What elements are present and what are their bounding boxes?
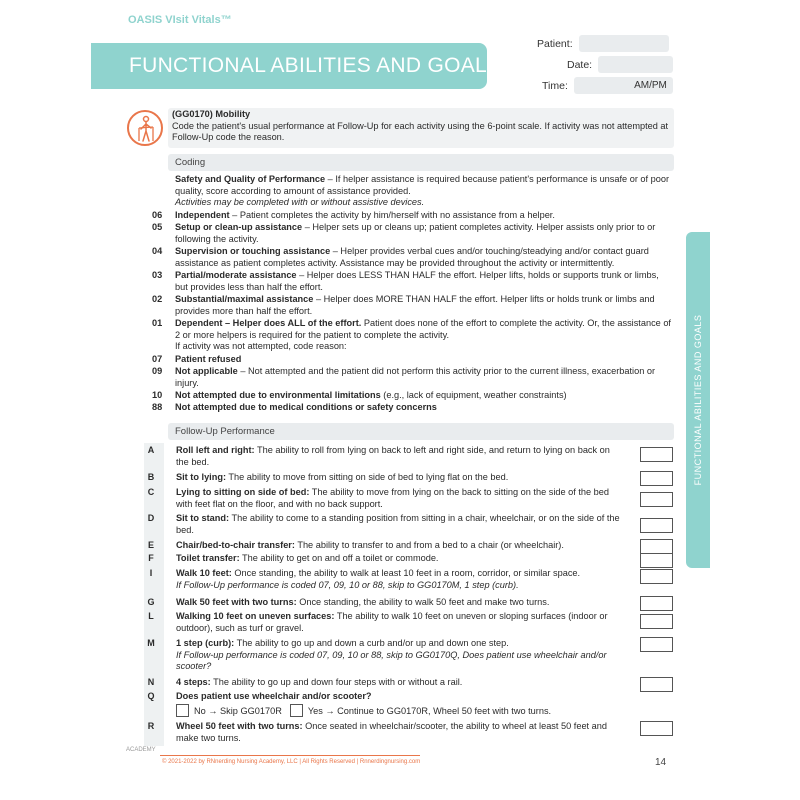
footer-logo: ACADEMY: [126, 747, 156, 753]
reason-row: [152, 390, 672, 402]
item-letter: A: [147, 445, 155, 455]
code-label: Not attempted due to medical conditions or safety concerns: [175, 402, 437, 412]
score-box[interactable]: [640, 518, 673, 533]
page-number: 14: [655, 757, 667, 768]
code-text: – Helper does MORE THAN HALF the effort. Helper lifts or holds trunk or limbs and provides more than half the effort.: [175, 294, 655, 316]
date-field[interactable]: [598, 56, 673, 73]
patient-row: [537, 35, 669, 52]
wheelchair-no-label: No → Skip GG0170R: [194, 705, 282, 716]
wheelchair-yes-label: Yes → Continue to GG0170R, Wheel 50 feet with two turns.: [307, 705, 552, 716]
footer-divider: [160, 755, 420, 756]
item-text: The ability to get on and off a toilet or commode.: [239, 553, 439, 563]
item-letter: B: [147, 472, 155, 482]
code-text: – Not attempted and the patient did not perform this activity prior to the current illness, exacerbation or injury.: [175, 366, 656, 388]
code-row: [152, 270, 672, 293]
code-row: [152, 246, 672, 269]
code-number: 09: [152, 366, 163, 376]
code-row: [152, 318, 672, 353]
code-text: Patient does none of the effort to complete the activity. Or, the assistance of 2 or more helpers is required for the patient to complete the activity.: [175, 318, 671, 340]
item-note: If Follow-up performance is coded 07, 09, 10 or 88, skip to GG0170Q, Does patient use wheelchair and/or scooter?: [176, 649, 607, 671]
score-box[interactable]: [640, 492, 673, 507]
code-number: 06: [152, 210, 163, 220]
item-letter: N: [147, 677, 155, 687]
item-text: Once standing, the ability to walk at least 10 feet in a room, corridor, or similar space.: [231, 568, 581, 578]
wheelchair-no-checkbox[interactable]: [176, 704, 189, 717]
item-label: Toilet transfer:: [176, 553, 240, 563]
item-letter: R: [147, 721, 155, 731]
footer-copyright: © 2021-2022 by RNnerding Nursing Academy, LLC | All Rights Reserved | Rnnerdingnursing.com: [162, 759, 421, 765]
item-text: The ability to go up and down four steps with or without a rail.: [210, 677, 463, 687]
item-label: Does patient use wheelchair and/or scooter?: [176, 691, 372, 701]
code-number: 07: [152, 354, 163, 364]
item-letter: L: [148, 611, 154, 621]
item-label: 4 steps:: [176, 677, 211, 687]
time-suffix: AM/PM: [634, 80, 667, 91]
code-text: – Patient completes the activity by him/herself with no assistance from a helper.: [229, 210, 555, 220]
code-label: Dependent – Helper does ALL of the effort.: [175, 318, 362, 328]
code-row: [152, 210, 672, 222]
code-number: 02: [152, 294, 163, 304]
code-text: – Helper provides verbal cues and/or touching/steadying and/or contact guard assistance as patient completes activity. Assistance may be provided throughout the activity or intermittently.: [175, 246, 649, 268]
item-text: The ability to come to a standing position from sitting in a chair, wheelchair, or on the side of the bed.: [176, 513, 620, 535]
code-text: (e.g., lack of equipment, weather constraints): [380, 390, 567, 400]
score-box[interactable]: [640, 637, 673, 652]
wheelchair-yes-checkbox[interactable]: [290, 704, 303, 717]
item-letter: D: [147, 513, 155, 523]
item-label: Chair/bed-to-chair transfer:: [176, 540, 295, 550]
code-text: – Helper does LESS THAN HALF the effort. Helper lifts, holds or supports trunk or limbs, but provides less than half the effort.: [175, 270, 659, 292]
patient-field[interactable]: [579, 35, 669, 52]
code-label: Not applicable: [175, 366, 238, 376]
item-letter: M: [147, 638, 155, 648]
item-text: The ability to move from lying on the back to sitting on the side of the bed with feet flat on the floor, and with no back support.: [176, 487, 610, 509]
brand-label: OASIS VIsit Vitals™: [128, 14, 232, 26]
code-number: 01: [152, 318, 163, 328]
item-text: The ability to go up and down a curb and/or up and down one step.: [234, 638, 509, 648]
wheelchair-options: [176, 704, 551, 717]
coding-header: Coding: [168, 154, 674, 171]
patient-label: Patient:: [537, 37, 573, 50]
item-letter: Q: [147, 691, 155, 701]
title-banner: [91, 43, 502, 89]
score-box[interactable]: [640, 569, 673, 584]
item-text: The ability to roll from lying on back to left and right side, and return to lying on back on the bed.: [176, 445, 610, 467]
item-text: The ability to walk 10 feet on uneven or sloping surfaces (indoor or outdoor), such as turf or gravel.: [176, 611, 608, 633]
not-attempted-intro: If activity was not attempted, code reason:: [175, 341, 347, 351]
reason-row: [152, 402, 672, 414]
code-label: Partial/moderate assistance: [175, 270, 297, 280]
date-row: [567, 56, 673, 73]
mobility-desc: Code the patient's usual performance at Follow-Up for each activity using the 6-point scale. If activity was not attempted at Follow-Up code the reason.: [172, 120, 669, 142]
item-label: Sit to stand:: [176, 513, 230, 523]
code-row: [152, 294, 672, 317]
time-label: Time:: [542, 79, 568, 92]
mobility-title: (GG0170) Mobility: [172, 109, 251, 119]
item-note: If Follow-Up performance is coded 07, 09, 10 or 88, skip to GG0170M, 1 step (curb).: [176, 579, 519, 590]
safety-italic: Activities may be completed with or without assistive devices.: [175, 197, 425, 207]
time-row: [542, 77, 673, 94]
score-box[interactable]: [640, 539, 673, 554]
score-box[interactable]: [640, 677, 673, 692]
safety-title: Safety and Quality of Performance: [175, 174, 326, 184]
code-label: Substantial/maximal assistance: [175, 294, 314, 304]
walker-icon: [127, 110, 163, 146]
side-tab-label: FUNCTIONAL ABILITIES AND GOALS: [693, 314, 703, 486]
item-text: The ability to transfer to and from a bed to a chair (or wheelchair).: [294, 540, 564, 550]
time-field[interactable]: [574, 77, 673, 94]
code-label: Setup or clean-up assistance: [175, 222, 303, 232]
code-label: Supervision or touching assistance: [175, 246, 331, 256]
code-text: – Helper sets up or cleans up; patient completes activity. Helper assists only prior to or following the activity.: [175, 222, 656, 244]
item-label: Roll left and right:: [176, 445, 255, 455]
item-label: Walking 10 feet on uneven surfaces:: [176, 611, 335, 621]
date-label: Date:: [567, 58, 593, 71]
code-row: [152, 222, 672, 245]
score-box[interactable]: [640, 471, 673, 486]
follow-up-header: Follow-Up Performance: [168, 423, 674, 440]
item-letter: G: [147, 597, 155, 607]
score-box[interactable]: [640, 614, 673, 629]
code-label: Independent: [175, 210, 230, 220]
item-text: The ability to move from sitting on side of bed to lying flat on the bed.: [226, 472, 509, 482]
score-box[interactable]: [640, 596, 673, 611]
item-text: Once seated in wheelchair/scooter, the ability to wheel at least 50 feet and make two turns.: [176, 721, 607, 743]
code-label: Patient refused: [175, 354, 242, 364]
item-letter: E: [147, 540, 154, 550]
score-box[interactable]: [640, 721, 673, 736]
code-number: 03: [152, 270, 163, 280]
score-box[interactable]: [640, 447, 673, 462]
item-label: Walk 50 feet with two turns:: [176, 597, 297, 607]
code-number: 10: [152, 390, 163, 400]
mobility-instructions: [168, 108, 674, 148]
item-label: Sit to lying:: [176, 472, 227, 482]
score-box[interactable]: [640, 553, 673, 568]
item-label: Lying to sitting on side of bed:: [176, 487, 310, 497]
safety-block: [175, 174, 671, 209]
code-number: 04: [152, 246, 163, 256]
code-number: 05: [152, 222, 163, 232]
code-number: 88: [152, 402, 163, 412]
code-label: Not attempted due to environmental limitations: [175, 390, 381, 400]
item-label: 1 step (curb):: [176, 638, 235, 648]
item-text: Once standing, the ability to walk 50 feet and make two turns.: [296, 597, 550, 607]
reason-row: [152, 354, 672, 366]
item-label: Wheel 50 feet with two turns:: [176, 721, 303, 731]
item-label: Walk 10 feet:: [176, 568, 232, 578]
safety-text: – If helper assistance is required because patient's performance is unsafe or of poor quality, score according to amount of assistance provided.: [175, 174, 670, 196]
side-tab: [686, 232, 710, 568]
reason-row: [152, 366, 672, 389]
item-letter: F: [148, 553, 154, 563]
item-letter: C: [147, 487, 155, 497]
item-letter: I: [149, 568, 153, 578]
page-title: FUNCTIONAL ABILITIES AND GOALS: [129, 54, 502, 77]
